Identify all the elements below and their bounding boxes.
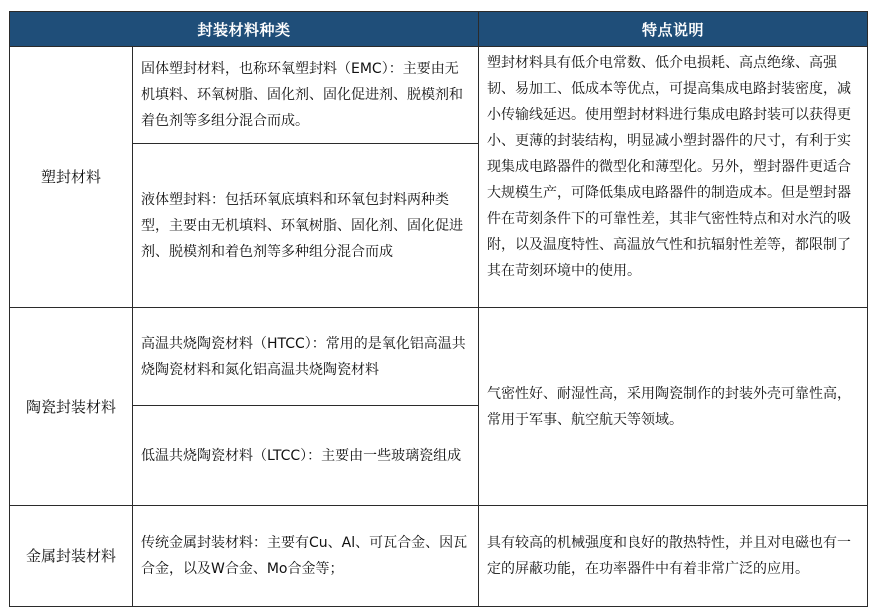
type-metal <box>133 506 479 607</box>
features-plastic <box>479 47 868 308</box>
table-header-row <box>10 12 868 47</box>
category-metal: 金属封装材料 <box>10 506 133 607</box>
header-features: 特点说明 <box>479 12 868 47</box>
type-text: 液体塑封料：包括环氧底填料和环氧包封料两种类型，主要由无机填料、环氧树脂、固化剂、固化促进剂、脱模剂和着色剂等多种组分混合而成 <box>141 191 463 260</box>
category-ceramic: 陶瓷封装材料 <box>10 308 133 506</box>
table-row <box>10 308 868 406</box>
type-text: 传统金属封装材料：主要有Cu、Al、可瓦合金、因瓦合金，以及W合金、Mo合金等； <box>141 535 468 577</box>
type-text: 高温共烧陶瓷材料（HTCC）：常用的是氧化铝高温共烧陶瓷材料和氮化铝高温共烧陶瓷材料 <box>141 335 466 378</box>
features-text: 塑封材料具有低介电常数、低介电损耗、高点绝缘、高强韧、易加工、低成本等优点，可提高集成电路封装密度，减小传输线延迟。使用塑封材料进行集成电路封装可以获得更小、更薄的封装结构，明显减小塑封器件的尺寸，有利于实现集成电路器件的微型化和薄型化。另外，塑封器件更适合大规模生产，可降低集成电路器件的制造成本。但是塑封器件在苛刻条件下的可靠性差，其非气密性特点和对水汽的吸附，以及温度特性、高温放气性和抗辐射性差等，都限制了其在苛刻环境中的使用。 <box>487 55 852 279</box>
header-category: 封装材料种类 <box>10 12 479 47</box>
type-ltcc <box>133 406 479 506</box>
table-row <box>10 506 868 607</box>
category-plastic: 塑封材料 <box>10 47 133 308</box>
packaging-materials-table <box>9 11 868 607</box>
type-htcc <box>133 308 479 406</box>
features-text: 气密性好、耐湿性高，采用陶瓷制作的封装外壳可靠性高，常用于军事、航空航天等领域。 <box>487 385 852 428</box>
type-text: 固体塑封材料，也称环氧塑封料（EMC）：主要由无机填料、环氧树脂、固化剂、固化促进剂、脱模剂和着色剂等多组分混合而成。 <box>141 61 463 129</box>
type-solid-plastic <box>133 47 479 144</box>
type-text: 低温共烧陶瓷材料（LTCC）：主要由一些玻璃瓷组成 <box>141 447 462 464</box>
table-row <box>10 47 868 144</box>
features-text: 具有较高的机械强度和良好的散热特性，并且对电磁也有一定的屏蔽功能，在功率器件中有着非常广泛的应用。 <box>487 535 852 577</box>
features-ceramic <box>479 308 868 506</box>
type-liquid-plastic <box>133 144 479 308</box>
features-metal <box>479 506 868 607</box>
